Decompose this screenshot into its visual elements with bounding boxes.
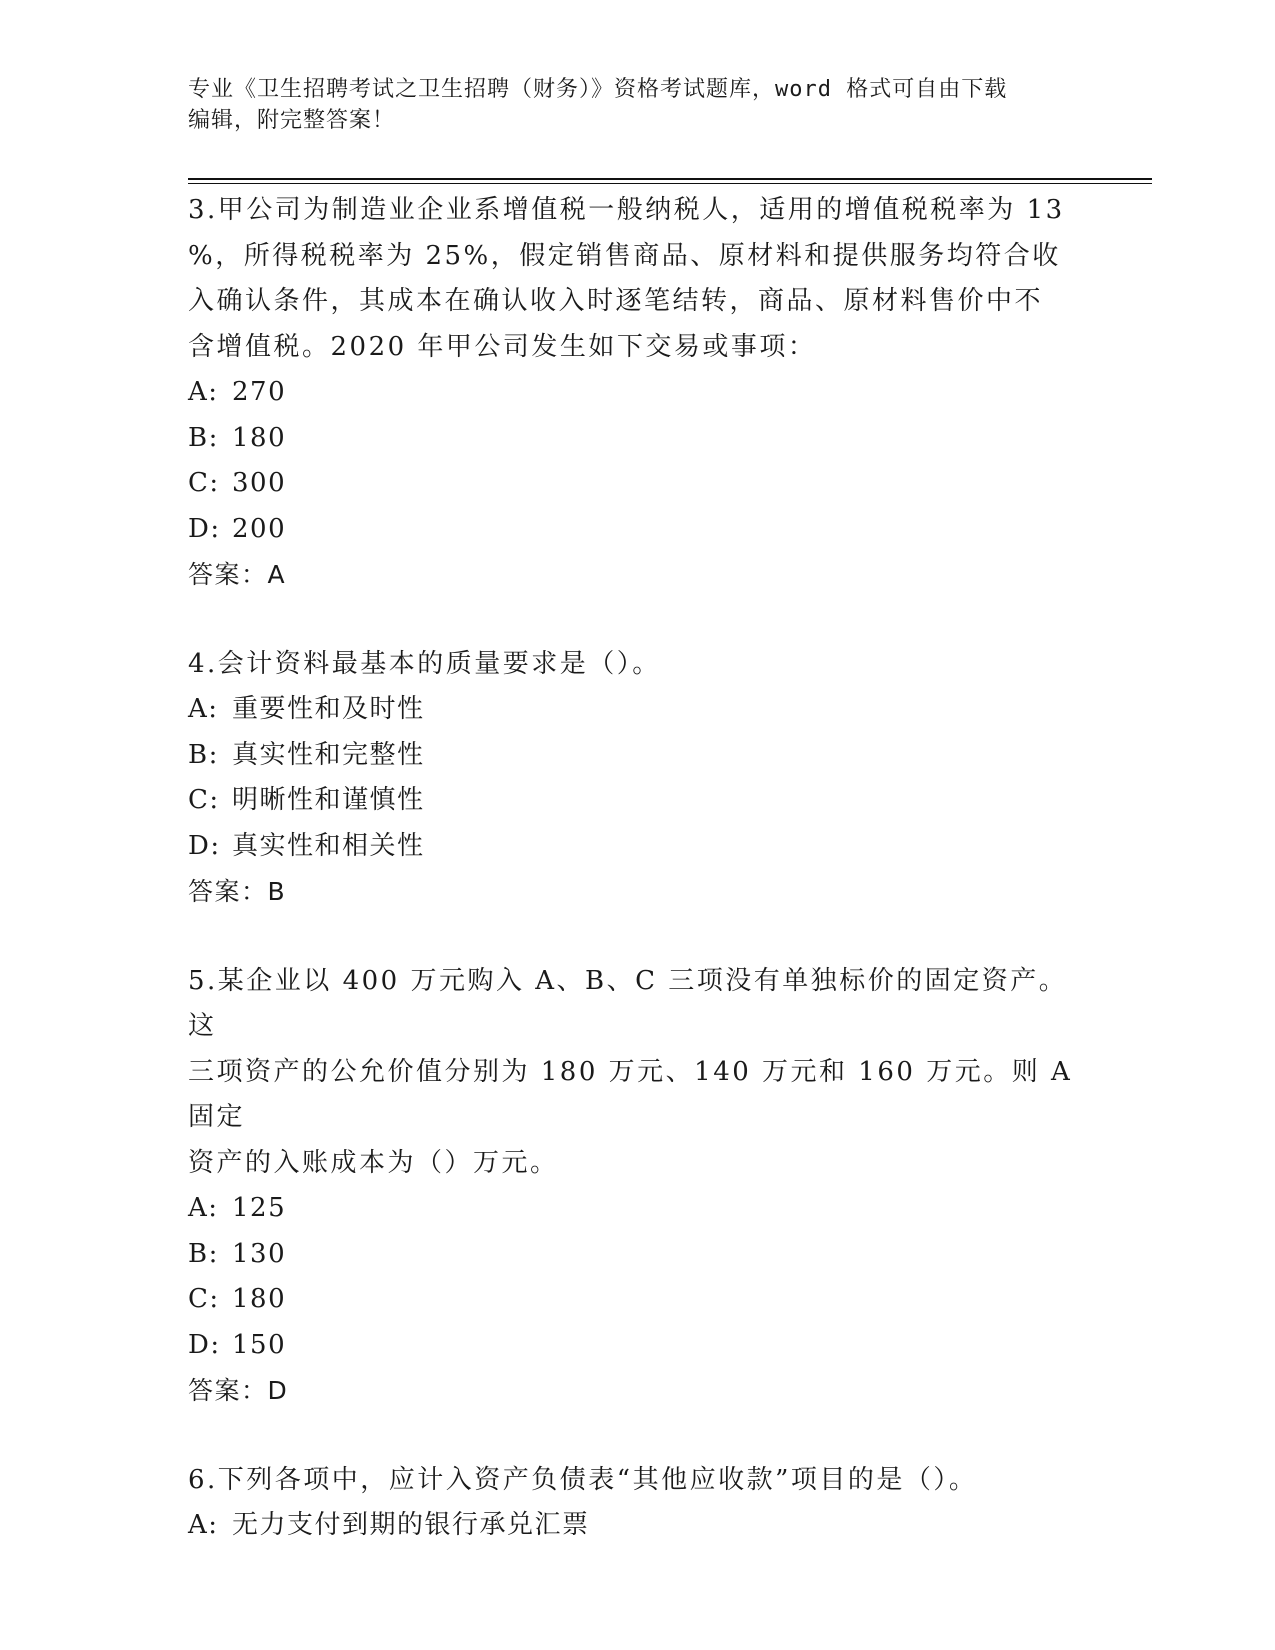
header-line-1: 专业《卫生招聘考试之卫生招聘（财务）》资格考试题库，word 格式可自由下载 (188, 77, 1008, 102)
question-6 (188, 1458, 1088, 1549)
option-c (188, 778, 1088, 824)
option-key: A: (188, 1510, 219, 1540)
question-stem-line: 资产的入账成本为（）万元。 (188, 1147, 559, 1178)
option-a (188, 687, 1088, 733)
question-stem-line: 6.下列各项中，应计入资产负债表“其他应收款”项目的是（）。 (188, 1464, 978, 1495)
option-c (188, 461, 1088, 507)
question-stem-line: 含增值税。2020 年甲公司发生如下交易或事项： (188, 331, 817, 362)
question-stem-line: 5.某企业以 400 万元购入 A、B、C 三项没有单独标价的固定资产。这 (188, 965, 1068, 1041)
option-text: 125 (232, 1193, 287, 1223)
option-text: 180 (232, 422, 287, 453)
option-key: D: (188, 1329, 221, 1360)
option-b (188, 733, 1088, 779)
option-text: 200 (232, 513, 287, 544)
option-text: 180 (232, 1284, 287, 1314)
option-key: A: (188, 377, 219, 407)
option-key: C: (188, 785, 220, 815)
option-a (188, 370, 1088, 416)
option-text: 130 (232, 1238, 287, 1269)
question-stem-line: 3.甲公司为制造业企业系增值税一般纳税人，适用的增值税税率为 13 (188, 195, 1065, 225)
option-key: D: (188, 830, 221, 861)
header-divider-thin (188, 183, 1152, 184)
option-text: 真实性和完整性 (232, 739, 425, 770)
option-key: D: (188, 513, 221, 544)
option-d (188, 507, 1088, 553)
document-header (188, 74, 1088, 136)
header-divider-thick (188, 178, 1152, 180)
option-d (188, 824, 1088, 870)
option-key: C: (188, 468, 220, 498)
header-line-2: 编辑，附完整答案！ (188, 108, 396, 133)
option-key: C: (188, 1284, 220, 1314)
question-stem-line: 入确认条件，其成本在确认收入时逐笔结转，商品、原材料售价中不 (188, 286, 1044, 316)
option-key: B: (188, 422, 219, 453)
option-text: 重要性和及时性 (232, 694, 425, 724)
question-spacer (188, 598, 1088, 642)
option-key: B: (188, 1238, 219, 1269)
option-key: A: (188, 1193, 219, 1223)
answer-line: 答案：A (188, 560, 287, 589)
option-text: 明晰性和谨慎性 (232, 785, 425, 815)
option-text: 150 (232, 1329, 287, 1360)
option-a (188, 1186, 1088, 1232)
answer-line: 答案：B (188, 877, 287, 906)
option-d (188, 1323, 1088, 1369)
question-spacer (188, 915, 1088, 959)
question-spacer (188, 1414, 1088, 1458)
option-b (188, 1232, 1088, 1278)
option-b (188, 416, 1088, 462)
question-stem-line: 三项资产的公允价值分别为 180 万元、140 万元和 160 万元。则 A 固定 (188, 1056, 1073, 1132)
question-stem-line: 4.会计资料最基本的质量要求是（）。 (188, 648, 661, 679)
option-c (188, 1277, 1088, 1323)
option-text: 270 (232, 377, 287, 407)
answer-line: 答案：D (188, 1376, 289, 1405)
question-stem-line: %，所得税税率为 25%，假定销售商品、原材料和提供服务均符合收 (188, 240, 1061, 271)
question-5 (188, 959, 1088, 1414)
option-text: 无力支付到期的银行承兑汇票 (232, 1510, 590, 1540)
option-text: 300 (232, 468, 287, 498)
option-a (188, 1503, 1088, 1549)
question-4 (188, 642, 1088, 915)
option-key: B: (188, 739, 219, 770)
option-key: A: (188, 694, 219, 724)
question-list (188, 188, 1088, 1549)
option-text: 真实性和相关性 (232, 830, 425, 861)
question-3 (188, 188, 1088, 598)
